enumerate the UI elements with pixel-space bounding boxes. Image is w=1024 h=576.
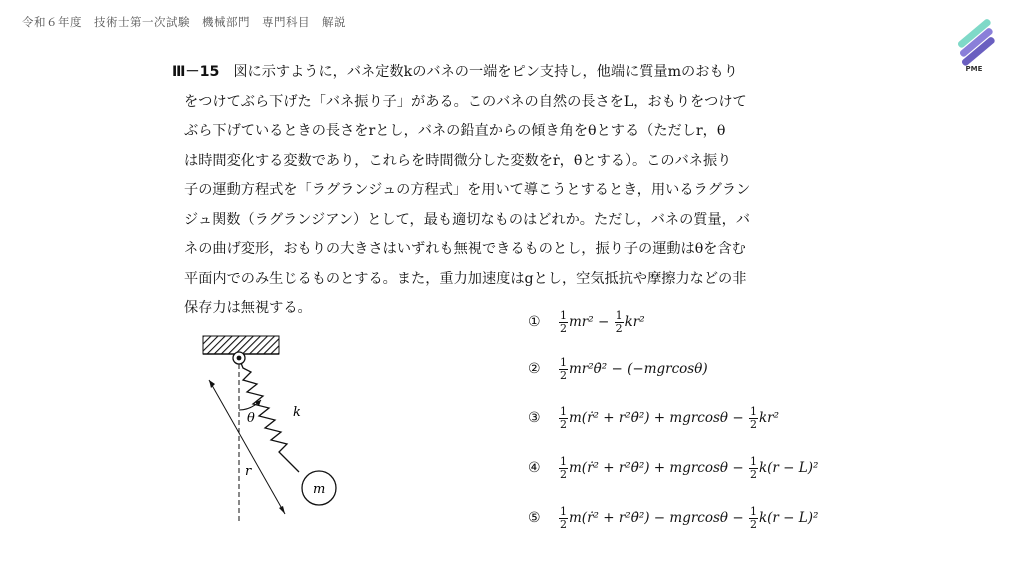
ceiling-support (203, 336, 279, 354)
option-2[interactable] (528, 349, 708, 389)
length-r-dimension (209, 380, 285, 514)
m-label: m (313, 482, 326, 497)
option-expression: $\frac{1}{2}$ m(ṙ² + r²θ̇²) − mgrcosθ − $\frac{1}{2}$ k(r − L)² (560, 504, 819, 531)
problem-line: 子の運動方程式を「ラグランジュの方程式」を用いて導こうとするとき，用いるラグラン (184, 182, 751, 198)
option-number: ④ (528, 460, 541, 476)
fraction-half: $\frac{1}{2}$ (560, 504, 567, 531)
fraction-half: $\frac{1}{2}$ (560, 404, 567, 431)
fraction-half: $\frac{1}{2}$ (615, 308, 623, 335)
option-4[interactable] (528, 448, 818, 488)
option-5[interactable] (528, 498, 818, 538)
problem-line: ぶら下げているときの長さをrとし，バネの鉛直からの傾き角をθとする（ただしr，θ (184, 123, 726, 139)
problem-line: Ⅲ－15 図に示すように，バネ定数kのバネの一端をピン支持し，他端に質量mのおもり (172, 64, 738, 80)
option-3[interactable] (528, 398, 779, 438)
option-number: ⑤ (528, 510, 541, 526)
option-expression: $\frac{1}{2}$ mr² − $\frac{1}{2}$ kr² (560, 308, 645, 335)
fraction-half: $\frac{1}{2}$ (749, 404, 757, 431)
k-label: k (293, 405, 301, 420)
r-label: r (245, 464, 252, 479)
problem-statement (172, 58, 772, 324)
problem-line: をつけてぶら下げた「バネ振り子」がある。このバネの自然の長さをL，おもりをつけて (184, 93, 747, 110)
fraction-half: $\frac{1}{2}$ (749, 504, 757, 531)
fraction-half: $\frac{1}{2}$ (560, 454, 567, 481)
problem-id: Ⅲ－15 (172, 64, 220, 80)
option-expression: $\frac{1}{2}$ mr²θ̇² − (−mgrcosθ) (560, 355, 708, 382)
fraction-half: $\frac{1}{2}$ (560, 308, 567, 335)
problem-line: 平面内でのみ生じるものとする。また，重力加速度はgとし，空気抵抗や摩擦力などの非 (184, 270, 747, 287)
logo-text: PME (965, 65, 983, 73)
spring-pendulum-figure (195, 330, 355, 530)
dimension-arrow-top (209, 380, 215, 388)
logo-icon (946, 10, 1002, 66)
option-number: ① (528, 314, 541, 330)
option-expression: $\frac{1}{2}$ m(ṙ² + r²θ̇²) + mgrcosθ − $\frac{1}{2}$ kr² (560, 404, 779, 431)
option-1[interactable] (528, 302, 645, 342)
option-expression: $\frac{1}{2}$ m(ṙ² + r²θ̇²) + mgrcosθ − $\frac{1}{2}$ k(r − L)² (560, 454, 819, 481)
pme-logo (946, 10, 1002, 78)
option-number: ③ (528, 410, 541, 426)
pin-center (237, 356, 242, 361)
fraction-half: $\frac{1}{2}$ (560, 355, 567, 382)
option-number: ② (528, 361, 541, 377)
theta-label: θ (247, 411, 255, 426)
problem-line: 保存力は無視する。 (184, 300, 312, 316)
dimension-arrow-bottom (279, 506, 285, 514)
page-header: 令和６年度 技術士第一次試験 機械部門 専門科目 解説 (22, 15, 346, 29)
fraction-half: $\frac{1}{2}$ (749, 454, 757, 481)
problem-line: は時間変化する変数であり，これらを時間微分した変数をṙ，θ̇とする）。このバネ振り (184, 152, 732, 169)
problem-line: ジュ関数（ラグランジアン）として，最も適切なものはどれか。ただし，バネの質量，バ (184, 211, 751, 228)
problem-line: ネの曲げ変形，おもりの大きさはいずれも無視できるものとし，振り子の運動はθを含む (184, 241, 746, 257)
